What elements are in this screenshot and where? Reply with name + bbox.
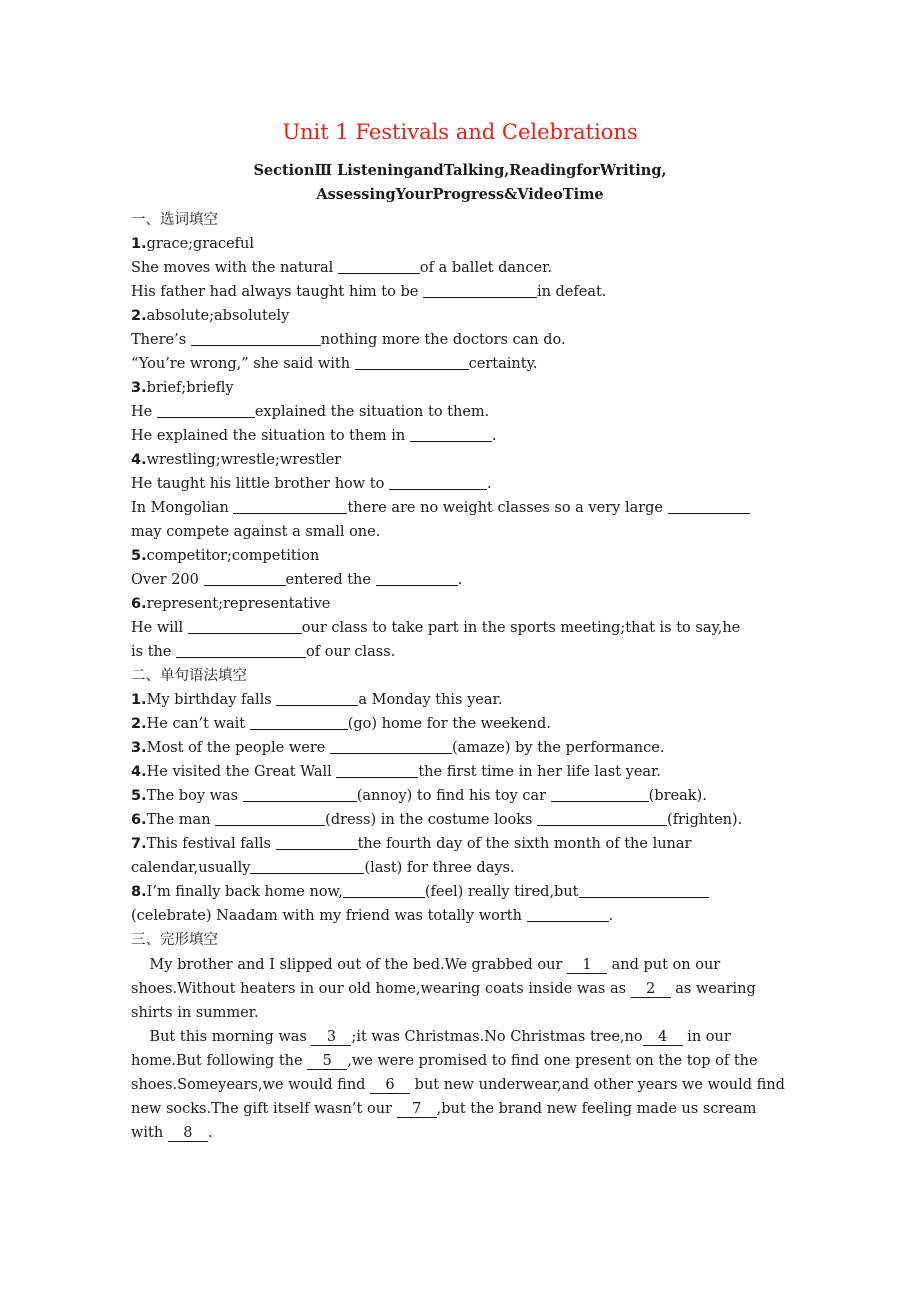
part2-item-8-continued: (celebrate) Naadam with my friend was totally worth . <box>131 908 614 924</box>
part1-item-5-sentence-1: Over 200 entered the . <box>131 572 463 588</box>
part2-item-1: 1.My birthday falls a Monday this year. <box>131 692 503 708</box>
cloze-blank-5[interactable]: 5 <box>307 1053 347 1070</box>
cloze-paragraph-2-line-5: with 8 . <box>131 1125 213 1141</box>
answer-blank[interactable] <box>250 714 348 730</box>
cloze-paragraph-2-line-3: shoes.Someyears,we would find 6 but new underwear,and other years we would find <box>131 1077 785 1093</box>
answer-blank[interactable] <box>233 498 347 514</box>
answer-blank[interactable] <box>276 690 358 706</box>
answer-blank[interactable] <box>579 882 709 898</box>
cloze-paragraph-2-line-1: But this morning was 3 ;it was Christmas.No Christmas tree,no 4 in our <box>131 1029 731 1045</box>
answer-blank[interactable] <box>389 474 487 490</box>
cloze-blank-7[interactable]: 7 <box>397 1101 437 1118</box>
part1-item-5-words: 5.competitor;competition <box>131 548 320 564</box>
part2-item-3: 3.Most of the people were (amaze) by the performance. <box>131 740 665 756</box>
cloze-blank-8[interactable]: 8 <box>168 1125 208 1142</box>
part2-item-4: 4.He visited the Great Wall the first time in her life last year. <box>131 764 662 780</box>
cloze-paragraph-1-line-1: My brother and I slipped out of the bed.We grabbed our 1 and put on our <box>131 957 721 973</box>
answer-blank[interactable] <box>191 330 321 346</box>
part1-item-3-sentence-2: He explained the situation to them in . <box>131 428 497 444</box>
part1-item-1-sentence-1: She moves with the natural of a ballet dancer. <box>131 260 553 276</box>
part1-item-4-sentence-2-continued: may compete against a small one. <box>131 524 381 540</box>
cloze-paragraph-1-line-3: shirts in summer. <box>131 1005 259 1021</box>
answer-blank[interactable] <box>376 570 458 586</box>
part2-heading: 二、单句语法填空 <box>131 668 247 684</box>
answer-blank[interactable] <box>668 498 750 514</box>
cloze-blank-1[interactable]: 1 <box>567 957 607 974</box>
part1-item-3-words: 3.brief;briefly <box>131 380 234 396</box>
part3-heading: 三、完形填空 <box>131 932 218 948</box>
cloze-blank-2[interactable]: 2 <box>631 981 671 998</box>
answer-blank[interactable] <box>355 354 469 370</box>
section-subtitle-continued: AssessingYourProgress&VideoTime <box>316 186 604 203</box>
answer-blank[interactable] <box>176 642 306 658</box>
answer-blank[interactable] <box>215 810 325 826</box>
part1-item-2-sentence-2: “You’re wrong,” she said with certainty. <box>131 356 538 372</box>
answer-blank[interactable] <box>343 882 425 898</box>
answer-blank[interactable] <box>338 258 420 274</box>
part1-item-6-sentence-1: He will our class to take part in the sports meeting;that is to say,he <box>131 620 741 636</box>
answer-blank[interactable] <box>243 786 357 802</box>
part1-item-3-sentence-1: He explained the situation to them. <box>131 404 490 420</box>
part2-item-7-continued: calendar,usually (last) for three days. <box>131 860 515 876</box>
answer-blank[interactable] <box>551 786 649 802</box>
part2-item-6: 6.The man (dress) in the costume looks (frighten). <box>131 812 743 828</box>
cloze-paragraph-1-line-2: shoes.Without heaters in our old home,wearing coats inside was as 2 as wearing <box>131 981 756 997</box>
answer-blank[interactable] <box>330 738 452 754</box>
answer-blank[interactable] <box>188 618 302 634</box>
answer-blank[interactable] <box>423 282 537 298</box>
answer-blank[interactable] <box>527 906 609 922</box>
part2-item-2: 2.He can’t wait (go) home for the weekend. <box>131 716 551 732</box>
answer-blank[interactable] <box>410 426 492 442</box>
part2-item-8: 8.I’m finally back home now, (feel) really tired,but <box>131 882 709 902</box>
page-title: Unit 1 Festivals and Celebrations <box>282 120 638 144</box>
answer-blank[interactable] <box>537 810 667 826</box>
part2-item-5: 5.The boy was (annoy) to find his toy car (break). <box>131 788 707 804</box>
answer-blank[interactable] <box>157 402 255 418</box>
part1-item-1-sentence-2: His father had always taught him to be in defeat. <box>131 284 607 300</box>
answer-blank[interactable] <box>276 834 358 850</box>
section-subtitle: SectionⅢ ListeningandTalking,ReadingforWriting, <box>253 162 667 179</box>
cloze-blank-6[interactable]: 6 <box>370 1077 410 1094</box>
part1-item-4-words: 4.wrestling;wrestle;wrestler <box>131 452 342 468</box>
part2-item-7: 7.This festival falls the fourth day of the sixth month of the lunar <box>131 836 692 852</box>
part1-item-1-words: 1.grace;graceful <box>131 236 254 252</box>
cloze-paragraph-2-line-4: new socks.The gift itself wasn’t our 7 ,but the brand new feeling made us scream <box>131 1101 757 1117</box>
cloze-paragraph-2-line-2: home.But following the 5 ,we were promised to find one present on the top of the <box>131 1053 758 1069</box>
part1-heading: 一、选词填空 <box>131 212 218 228</box>
answer-blank[interactable] <box>204 570 286 586</box>
answer-blank[interactable] <box>250 858 364 874</box>
part1-item-6-words: 6.represent;representative <box>131 596 331 612</box>
part1-item-6-sentence-2: is the of our class. <box>131 644 396 660</box>
cloze-blank-3[interactable]: 3 <box>311 1029 351 1046</box>
part1-item-4-sentence-1: He taught his little brother how to . <box>131 476 492 492</box>
part1-item-2-words: 2.absolute;absolutely <box>131 308 290 324</box>
cloze-blank-4[interactable]: 4 <box>643 1029 683 1046</box>
answer-blank[interactable] <box>336 762 418 778</box>
part1-item-4-sentence-2: In Mongolian there are no weight classes so a very large <box>131 498 750 518</box>
part1-item-2-sentence-1: There’s nothing more the doctors can do. <box>131 332 566 348</box>
